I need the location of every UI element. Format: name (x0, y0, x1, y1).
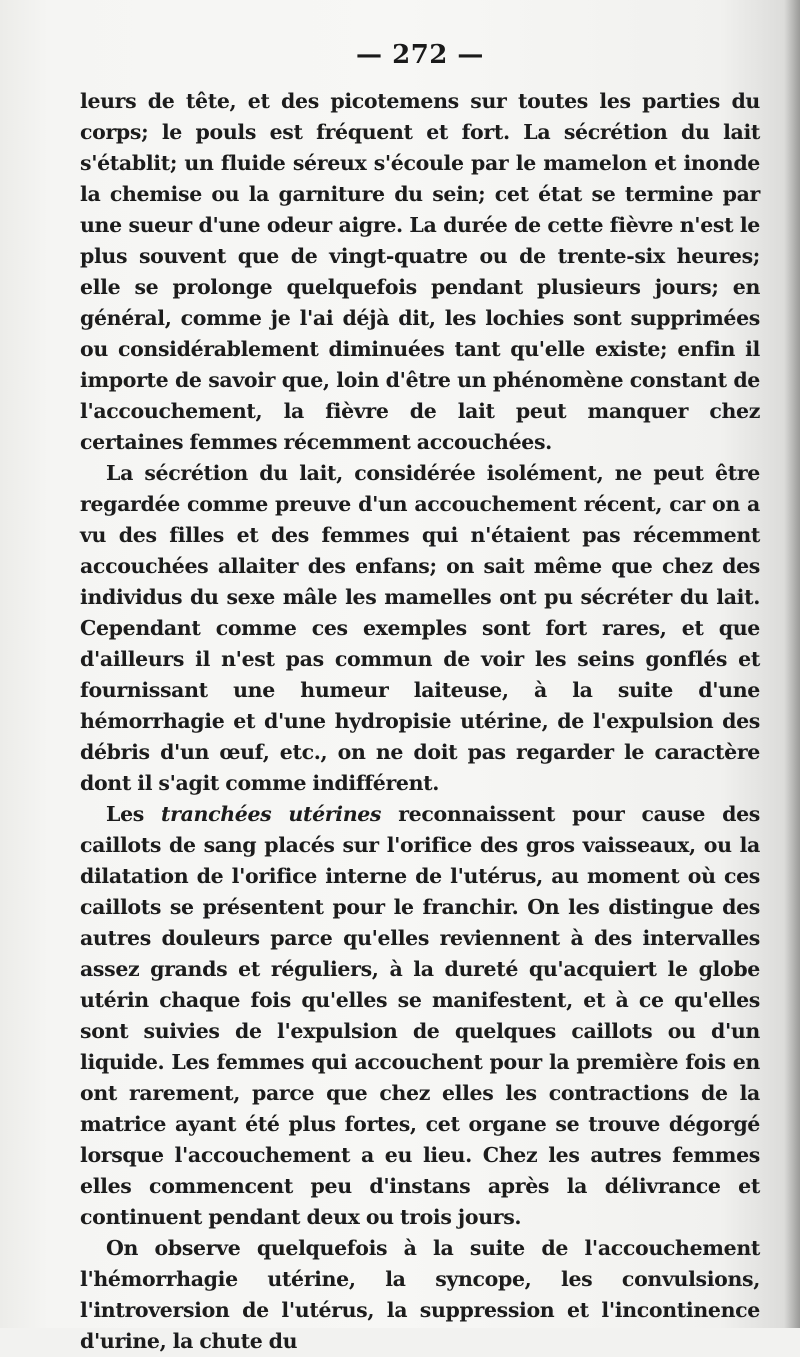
paragraph-3 (80, 799, 760, 1233)
paragraph-4 (80, 1233, 760, 1357)
paragraph-2-text: La sécrétion du lait, considérée isolément, ne peut être regardée comme preuve d'un accouchement récent, car on a vu des filles et des femmes qui n'étaient pas récemment accouchées allaiter des enfans; on sait même que chez des individus du sexe mâle les mamelles ont pu sécréter du lait. Cependant comme ces exemples sont fort rares, et que d'ailleurs il n'est pas commun de voir les seins gonflés et fournissant une humeur laiteuse, à la suite d'une hémorrhagie et d'une hydropisie utérine, de l'expulsion des débris d'un œuf, etc., on ne doit pas regarder le caractère dont il s'agit comme indifférent. (80, 461, 760, 795)
page-number: — 272 — (356, 40, 484, 70)
paragraph-3-italic-term: tranchées utérines (161, 802, 382, 826)
paragraph-2 (80, 458, 760, 799)
body-text (80, 86, 760, 1357)
paragraph-3-text: reconnaissent pour cause des caillots de sang placés sur l'orifice des gros vaisseaux, ou la dilatation de l'orifice interne de l'utérus, au moment où ces caillots se présentent pour le franchir. On les distingue des autres douleurs parce qu'elles reviennent à des intervalles assez grands et réguliers, à la dureté qu'acquiert le globe utérin chaque fois qu'elles se manifestent, et à ce qu'elles sont suivies de l'expulsion de quelques caillots ou d'un liquide. Les femmes qui accouchent pour la première fois en ont rarement, parce que chez elles les contractions de la matrice ayant été plus fortes, cet organe se trouve dégorgé lorsque l'accouchement a eu lieu. Chez les autres femmes elles commencent peu d'instans après la délivrance et continuent pendant deux ou trois jours. (80, 802, 760, 1229)
paragraph-3-prefix: Les (106, 802, 162, 826)
paragraph-1 (80, 86, 760, 458)
paragraph-1-text: leurs de tête, et des picotemens sur toutes les parties du corps; le pouls est fréquent et fort. La sécrétion du lait s'établit; un fluide séreux s'écoule par le mamelon et inonde la chemise ou la garniture du sein; cet état se termine par une sueur d'une odeur aigre. La durée de cette fièvre n'est le plus souvent que de vingt-quatre ou de trente-six heures; elle se prolonge quelquefois pendant plusieurs jours; en général, comme je l'ai déjà dit, les lochies sont supprimées ou considérablement diminuées tant qu'elle existe; enfin il importe de savoir que, loin d'être un phénomène constant de l'accouchement, la fièvre de lait peut manquer chez certaines femmes récemment accouchées. (80, 89, 760, 454)
paragraph-4-text: On observe quelquefois à la suite de l'accouchement l'hémorrhagie utérine, la syncope, les convulsions, l'introversion de l'utérus, la suppression et l'incontinence d'urine, la chute du (80, 1236, 760, 1353)
